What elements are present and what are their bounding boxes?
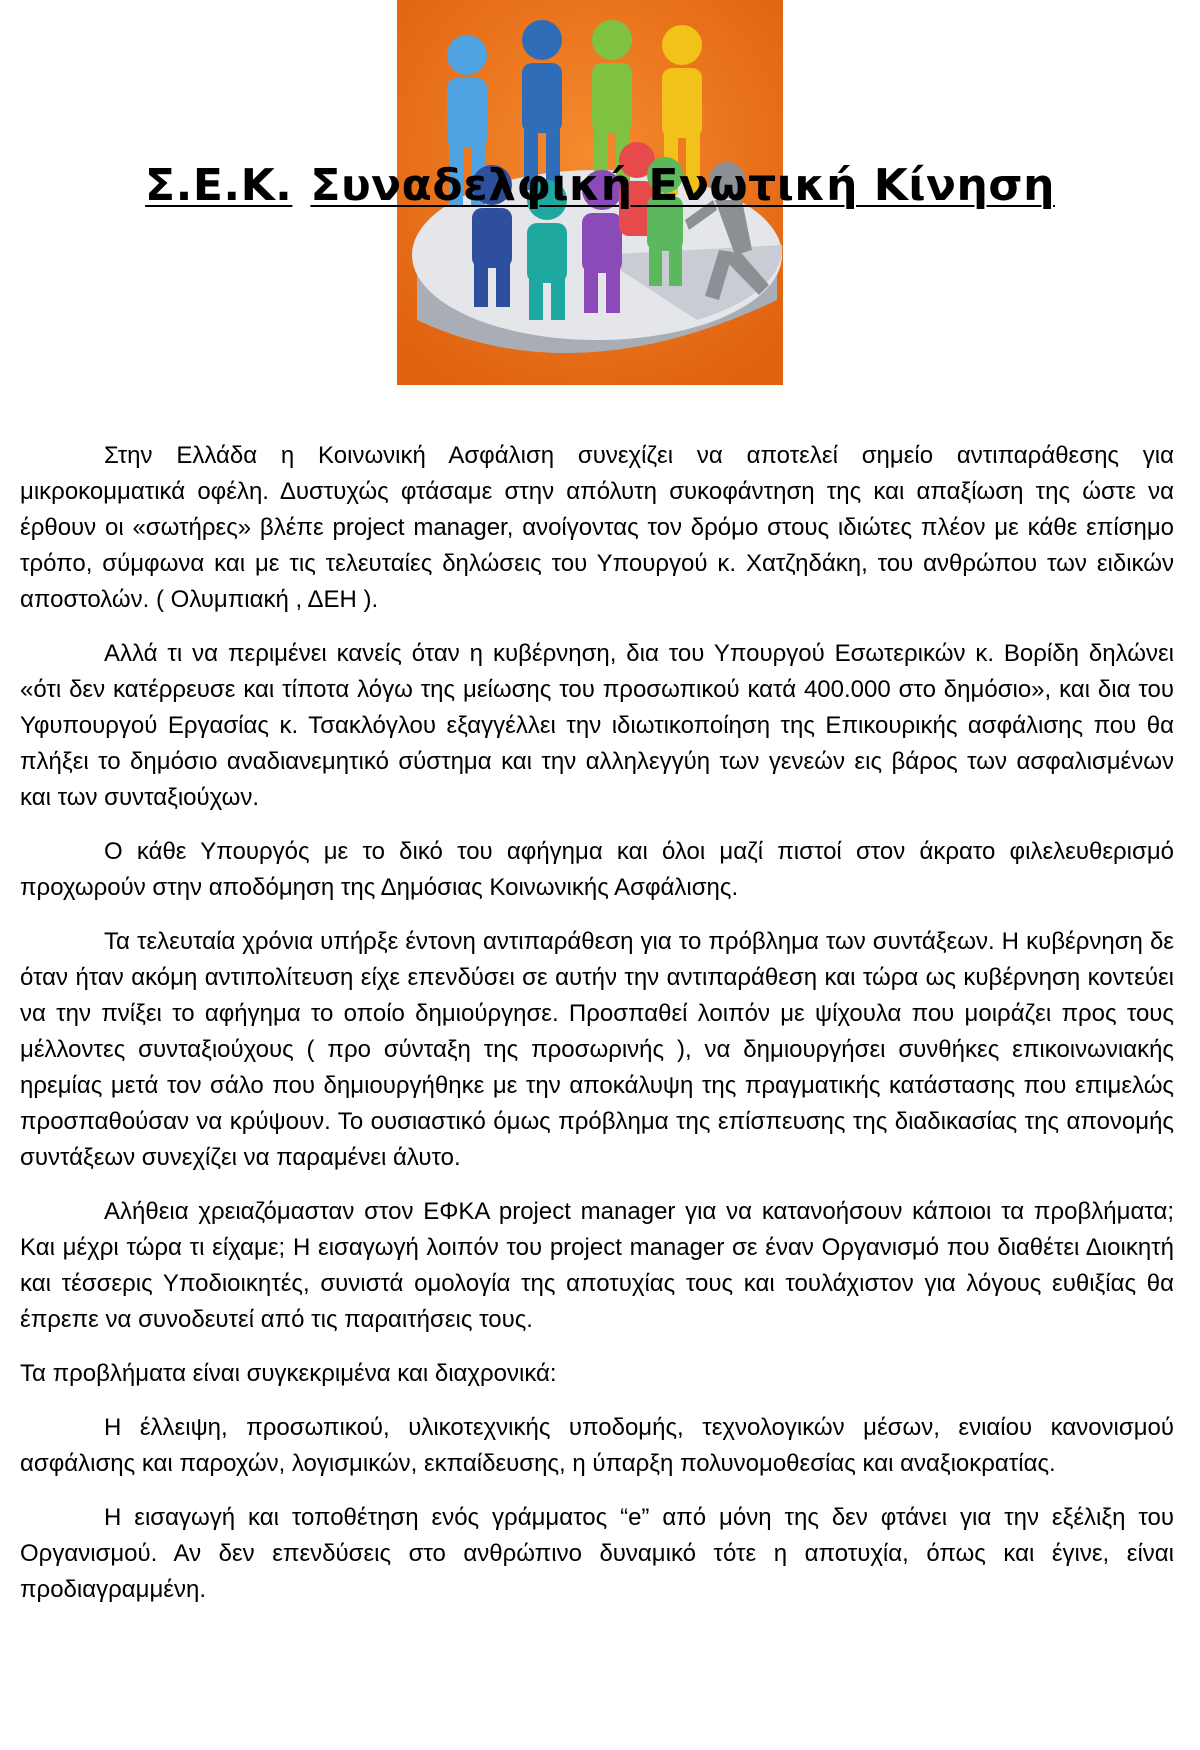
paragraph-6: Τα προβλήματα είναι συγκεκριμένα και διαχρονικά: (20, 1360, 557, 1387)
paragraph-1: Στην Ελλάδα η Κοινωνική Ασφάλιση συνεχίζει να αποτελεί σημείο αντιπαράθεσης για μικροκομματικά οφέλη. Δυστυχώς φτάσαμε στην απόλυτη συκοφάντηση της και απαξίωση της ώστε να έρθουν οι «σωτήρες» βλέπε project manager, ανοίγοντας τον δρόμο στους ιδιώτες πλέον με κάθε επίσημο τρόπο, σύμφωνα και με τις τελευταίες δηλώσεις του Υπουργού κ. Χατζηδάκη, του ανθρώπου των ειδικών αποστολών. ( Ολυμπιακή , ΔΕΗ ). (20, 442, 1174, 613)
paragraph-2: Αλλά τι να περιμένει κανείς όταν η κυβέρνηση, δια του Υπουργού Εσωτερικών κ. Βορίδη δηλώνει «ότι δεν κατέρρευσε και τίποτα λόγω της μείωσης του προσωπικού κατά 400.000 στο δημόσιο», και δια του Υφυπουργού Εργασίας κ. Τσακλόγλου εξαγγέλλει την ιδιωτικοποίηση της Επικουρικής ασφάλισης που θα πλήξει το δημόσιο αναδιανεμητικό σύστημα και την αλληλεγγύη των γενεών εις βάρος των ασφαλισμένων και των συνταξιούχων. (20, 640, 1174, 811)
paragraph-3: Ο κάθε Υπουργός με το δικό του αφήγημα και όλοι μαζί πιστοί στον άκρατο φιλελευθερισμό προχωρούν στην αποδόμηση της Δημόσιας Κοινωνικής Ασφάλισης. (20, 838, 1174, 901)
paragraph-4: Τα τελευταία χρόνια υπήρξε έντονη αντιπαράθεση για το πρόβλημα των συντάξεων. Η κυβέρνηση δε όταν ήταν ακόμη αντιπολίτευση είχε επενδύσει σε αυτήν την αντιπαράθεση και τώρα ως κυβέρνηση κοντεύει να την πνίξει το αφήγημα το οποίο δημιούργησε. Προσπαθεί λοιπόν με ψίχουλα που μοιράζει προς τους μέλλοντες συνταξιούχους ( προ σύνταξη της προσωρινής ), να δημιουργήσει συνθήκες επικοινωνιακής ηρεμίας μετά τον σάλο που δημιουργήθηκε με την αποκάλυψη της πραγματικής κατάστασης που επιμελώς προσπαθούσαν να κρύψουν. Το ουσιαστικό όμως πρόβλημα της επίσπευσης της διαδικασίας της απονομής συντάξεων συνεχίζει να παραμένει άλυτο. (20, 928, 1174, 1171)
page-title (0, 158, 1200, 214)
paragraph-5: Αλήθεια χρειαζόμασταν στον ΕΦΚΑ project manager για να κατανοήσουν κάποιοι τα προβλήματα; Και μέχρι τώρα τι είχαμε; Η εισαγωγή λοιπόν του project manager σε έναν Οργανισμό που διαθέτει Διοικητή και τέσσερις Υποδιοικητές, συνιστά ομολογία της αποτυχίας τους και τουλάχιστον για λόγους ευθιξίας θα έπρεπε να συνοδευτεί από τις παραιτήσεις τους. (20, 1198, 1174, 1333)
paragraph-8: Η εισαγωγή και τοποθέτηση ενός γράμματος “e” από μόνη της δεν φτάνει για την εξέλιξη του Οργανισμού. Αν δεν επενδύσεις στο ανθρώπινο δυναμικό τότε η αποτυχία, όπως και έγινε, είναι προδιαγραμμένη. (20, 1504, 1174, 1603)
title-name: Συναδελφική Ενωτική Κίνηση (310, 160, 1055, 211)
paragraph-7: Η έλλειψη, προσωπικού, υλικοτεχνικής υποδομής, τεχνολογικών μέσων, ενιαίου κανονισμού ασφάλισης και παροχών, λογισμικών, εκπαίδευσης, η ύπαρξη πολυνομοθεσίας και αναξιοκρατίας. (20, 1414, 1174, 1477)
title-abbreviation: Σ.Ε.Κ. (145, 160, 293, 211)
document-body (20, 438, 1174, 1626)
